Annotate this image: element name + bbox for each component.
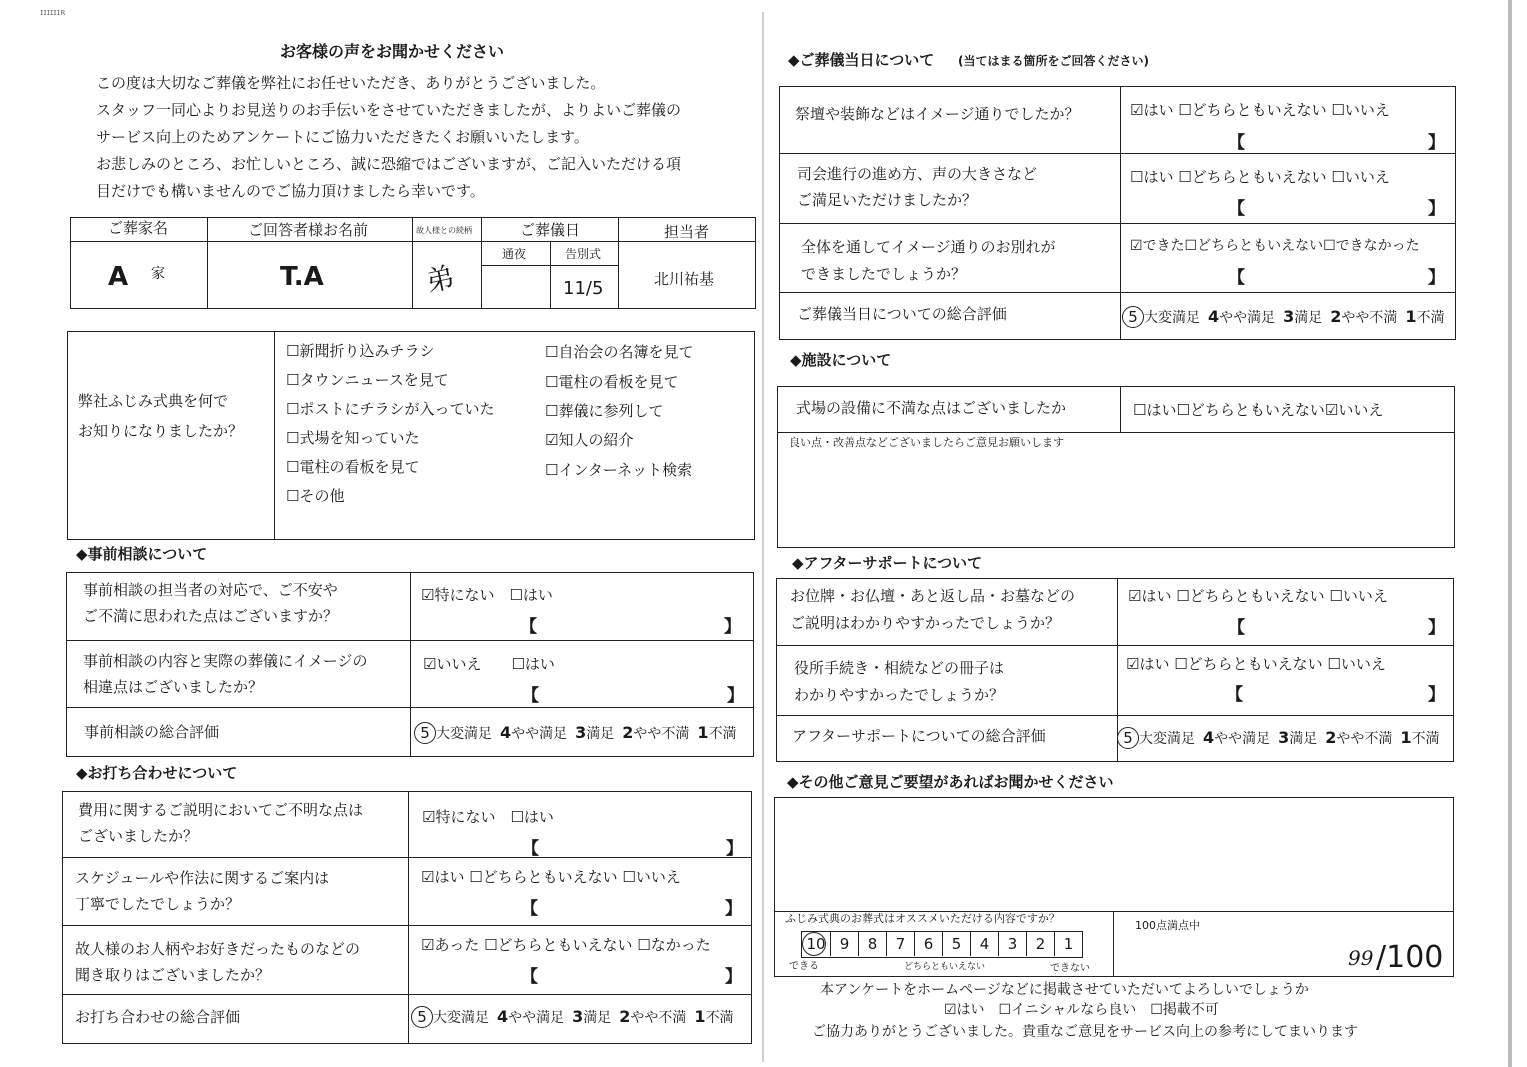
bracket-close: 】 <box>1428 199 1445 219</box>
intro-line: この度は大切なご葬儀を弊社にお任せいただき、ありがとうございました。 <box>96 74 606 92</box>
recommend-10: 10 <box>806 935 826 953</box>
funeral-day-table <box>779 86 1456 340</box>
option-post-flyer[interactable]: ☐ポストにチラシが入っていた <box>286 400 495 418</box>
info-table <box>70 217 756 309</box>
section-heading: ◆アフターサポートについて <box>792 554 983 572</box>
funeral-date-header: ご葬儀日 <box>520 221 581 239</box>
overall-rating-label: アフターサポートについての総合評価 <box>792 727 1046 745</box>
question-text: 費用に関するご説明においてご不明な点は <box>78 801 364 819</box>
comment-prompt: 良い点・改善点などございましたらご意見お願いします <box>789 436 1064 449</box>
rating-scale[interactable]: 5 大変満足 4やや満足 3満足 2やや不満 1不満 <box>1117 727 1440 749</box>
intro-line: 目だけでも構いませんのでご協力頂けましたら幸いです。 <box>96 182 485 200</box>
recommend-low: できる <box>789 961 819 972</box>
question-text: 故人様のお人柄やお好きだったものなどの <box>75 940 361 958</box>
recommend-9: 9 <box>830 932 858 956</box>
option-town-news[interactable]: ☐タウンニュースを見て <box>286 371 449 389</box>
question-text: できましたでしょうか？ <box>801 265 967 283</box>
bracket-open: 【 <box>520 617 537 637</box>
staff-header: 担当者 <box>664 223 710 241</box>
recommend-6: 6 <box>914 932 942 956</box>
staff-name: 北川祐基 <box>654 270 715 288</box>
rating-5-selected: 5 <box>411 1006 433 1028</box>
question-text: ご説明はわかりやすかったでしょうか？ <box>790 614 1061 632</box>
relation-header: 故人様との続柄 <box>416 226 472 235</box>
question-text: 事前相談の担当者の対応で、ご不安や <box>83 581 338 599</box>
question-text: わかりやすかったでしょうか？ <box>794 686 1005 704</box>
family-suffix: 家 <box>151 266 165 282</box>
intro-line: お悲しみのところ、お忙しいところ、誠に恐縮ではございますが、ご記入いただける項 <box>96 155 682 173</box>
option-residents-list[interactable]: ☐自治会の名簿を見て <box>545 343 694 361</box>
option-other[interactable]: ☐その他 <box>286 487 345 505</box>
answer-options[interactable]: ☑はい ☐どちらともいえない ☐いいえ <box>1130 101 1390 119</box>
page-edge <box>1508 0 1512 1067</box>
section-heading: ◆お打ち合わせについて <box>76 764 238 782</box>
page-fold <box>762 12 764 1062</box>
answer-options[interactable]: ☑はい ☐どちらともいえない ☐いいえ <box>1126 655 1386 673</box>
question-text: ご満足いただけましたか？ <box>797 191 978 209</box>
option-attended-funeral[interactable]: ☐葬儀に参列して <box>545 402 664 420</box>
question-text: 相違点はございましたか？ <box>83 678 264 696</box>
answer-options[interactable]: ☑いいえ ☐はい <box>423 655 555 673</box>
question-text: 事前相談の内容と実際の葬儀にイメージの <box>83 652 368 670</box>
answer-options[interactable]: ☑できた☐どちらともいえない☐できなかった <box>1130 238 1420 254</box>
overall-rating-label: 事前相談の総合評価 <box>84 723 220 741</box>
recommend-8: 8 <box>858 932 886 956</box>
question-text: 式場の設備に不満な点はございましたか <box>796 399 1067 417</box>
bracket-close: 】 <box>725 899 742 919</box>
question-text: 全体を通してイメージ通りのお別れが <box>801 238 1056 256</box>
section-note: (当てはまる箇所をご回答ください) <box>958 54 1149 68</box>
recommend-1: 1 <box>1054 932 1082 956</box>
corner-mark: ɪɪɪɪɪɪʀ <box>40 8 66 18</box>
option-internet-search[interactable]: ☐インターネット検索 <box>545 461 693 479</box>
option-pole-sign-2[interactable]: ☐電柱の看板を見て <box>545 373 679 391</box>
recommend-high: できない <box>1050 963 1090 974</box>
recommend-5: 5 <box>942 932 970 956</box>
bracket-open: 【 <box>522 839 539 859</box>
rating-5-selected: 5 <box>1122 306 1144 328</box>
thanks-text: ご協力ありがとうございました。貴重なご意見をサービス向上の参考にしてまいります <box>812 1024 1358 1040</box>
respondent-header: ご回答者様お名前 <box>248 221 369 239</box>
option-knew-venue[interactable]: ☐式場を知っていた <box>286 429 420 447</box>
publish-options[interactable]: ☑はい ☐イニシャルなら良い ☐掲載不可 <box>944 1002 1219 1018</box>
bracket-close: 】 <box>726 839 743 859</box>
question-text: 丁寧でしたでしょうか？ <box>75 895 241 913</box>
answer-options[interactable]: ☐はい ☐どちらともいえない ☐いいえ <box>1130 168 1390 186</box>
overall-rating-label: お打ち合わせの総合評価 <box>75 1008 241 1026</box>
farewell-header: 告別式 <box>565 247 602 261</box>
bracket-open: 【 <box>1226 685 1243 705</box>
page-title: お客様の声をお聞かせください <box>280 42 505 61</box>
question-text: 役所手続き・相続などの冊子は <box>794 659 1005 677</box>
score-label: 100点満点中 <box>1135 919 1200 932</box>
bracket-open: 【 <box>522 686 539 706</box>
recommend-7: 7 <box>886 932 914 956</box>
bracket-open: 【 <box>1228 133 1245 153</box>
rating-scale[interactable]: 5 大変満足 4やや満足 3満足 2やや不満 1不満 <box>1122 306 1445 328</box>
publish-question: 本アンケートをホームページなどに掲載させていただいてよろしいでしょうか <box>820 982 1309 998</box>
rating-scale[interactable]: 5 大変満足 4やや満足 3満足 2やや不満 1不満 <box>411 1006 734 1028</box>
score-value-handwritten: 99 <box>1348 946 1374 970</box>
option-pole-sign[interactable]: ☐電柱の看板を見て <box>286 458 420 476</box>
recommend-mid: どちらともいえない <box>904 962 986 972</box>
bracket-close: 】 <box>727 686 744 706</box>
rating-5-selected: 5 <box>1117 727 1139 749</box>
bracket-close: 】 <box>724 617 741 637</box>
bracket-open: 【 <box>1228 618 1245 638</box>
rating-5-selected: 5 <box>414 722 436 744</box>
recommend-3: 3 <box>998 932 1026 956</box>
question-text: 祭壇や装飾などはイメージ通りでしたか？ <box>795 105 1080 123</box>
relation-handwritten: 弟 <box>423 260 458 299</box>
question-text: スケジュールや作法に関するご案内は <box>75 869 330 887</box>
bracket-open: 【 <box>521 899 538 919</box>
bracket-open: 【 <box>521 967 538 987</box>
how-known-question: 弊社ふじみ式典を何で <box>78 392 229 410</box>
section-heading: ◆施設について <box>790 351 892 369</box>
recommend-4: 4 <box>970 932 998 956</box>
family-initial: A <box>108 262 129 292</box>
answer-options[interactable]: ☐はい☐どちらともいえない☑いいえ <box>1133 401 1384 419</box>
answer-options[interactable]: ☑特にない ☐はい <box>422 808 554 826</box>
answer-options[interactable]: ☑はい ☐どちらともいえない ☐いいえ <box>1128 587 1388 605</box>
section-heading: ◆事前相談について <box>76 545 208 563</box>
rating-scale[interactable]: 5 大変満足 4やや満足 3満足 2やや不満 1不満 <box>414 722 737 744</box>
bracket-close: 】 <box>1428 685 1445 705</box>
bracket-close: 】 <box>1428 618 1445 638</box>
section-heading: ◆その他ご意見ご要望があればお聞かせください <box>787 773 1114 791</box>
recommend-scale[interactable] <box>801 931 1083 958</box>
answer-options[interactable]: ☑特にない ☐はい <box>421 586 553 604</box>
score-max: /100 <box>1376 940 1444 975</box>
family-name-header: ご葬家名 <box>108 219 169 237</box>
question-text: お位牌・お仏壇・あと返し品・お墓などの <box>790 587 1076 605</box>
answer-options[interactable]: ☑はい ☐どちらともいえない ☐いいえ <box>421 868 681 886</box>
option-newspaper-flyer[interactable]: ☐新聞折り込みチラシ <box>286 342 435 360</box>
option-referral[interactable]: ☑知人の紹介 <box>545 431 634 449</box>
question-text: 司会進行の進め方、声の大きさなど <box>797 165 1038 183</box>
intro-line: スタッフ一同心よりお見送りのお手伝いをさせていただきましたが、よりよいご葬儀の <box>96 101 682 119</box>
respondent-name: T.A <box>280 262 324 292</box>
bracket-open: 【 <box>1228 268 1245 288</box>
question-text: ございましたか？ <box>78 827 199 845</box>
how-known-question: お知りになりましたか？ <box>78 422 244 440</box>
bracket-close: 】 <box>1428 268 1445 288</box>
farewell-date: 11/5 <box>563 278 604 299</box>
bracket-close: 】 <box>725 967 742 987</box>
section-heading: ◆ご葬儀当日について <box>788 51 935 69</box>
recommend-question: ふじみ式典のお葬式はオススメいただける内容ですか？ <box>785 912 1060 925</box>
bracket-open: 【 <box>1228 199 1245 219</box>
bracket-close: 】 <box>1428 133 1445 153</box>
wake-header: 通夜 <box>502 247 527 261</box>
intro-line: サービス向上のためアンケートにご協力いただきたくお願いいたします。 <box>96 128 589 146</box>
answer-options[interactable]: ☑あった ☐どちらともいえない ☐なかった <box>421 936 711 954</box>
recommend-2: 2 <box>1026 932 1054 956</box>
question-text: 聞き取りはございましたか？ <box>75 966 271 984</box>
question-text: ご不満に思われた点はございますか？ <box>83 607 339 625</box>
overall-rating-label: ご葬儀当日についての総合評価 <box>797 305 1007 323</box>
selected-circle <box>802 932 826 956</box>
